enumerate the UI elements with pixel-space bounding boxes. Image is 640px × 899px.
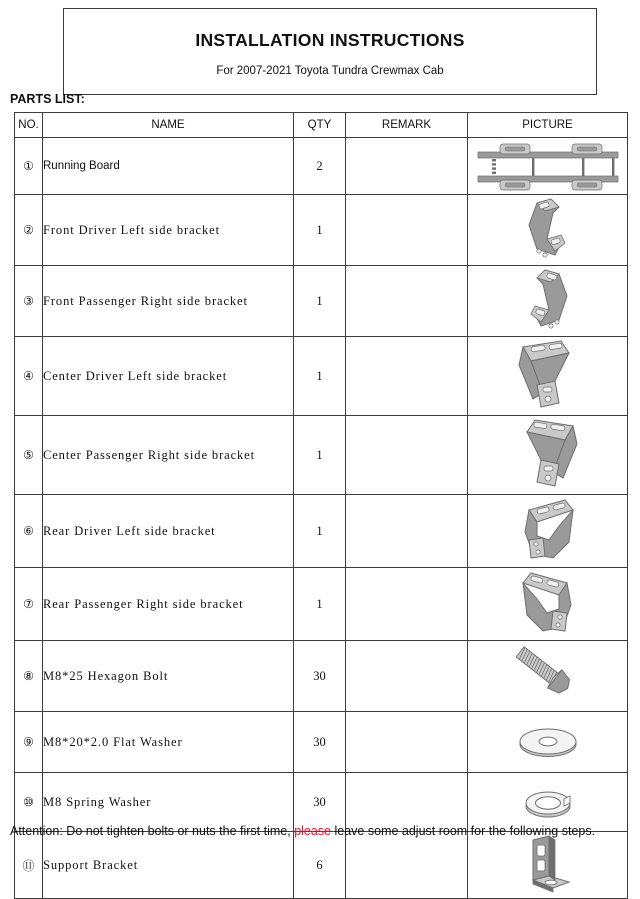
title-box bbox=[63, 8, 597, 95]
part-quantity: 1 bbox=[294, 416, 346, 495]
table-row bbox=[15, 832, 628, 899]
attention-text-post: leave some adjust room for the following steps. bbox=[331, 824, 596, 838]
column-header-qty: QTY bbox=[294, 113, 346, 138]
part-name: Center Passenger Right side bracket bbox=[43, 416, 294, 495]
part-picture-rear-left-bracket bbox=[468, 495, 628, 568]
part-remark bbox=[346, 416, 468, 495]
part-picture-front-right-bracket bbox=[468, 266, 628, 337]
part-quantity: 30 bbox=[294, 712, 346, 773]
part-remark bbox=[346, 832, 468, 899]
part-picture-center-left-bracket bbox=[468, 337, 628, 416]
part-remark bbox=[346, 495, 468, 568]
table-row bbox=[15, 712, 628, 773]
part-name: M8*25 Hexagon Bolt bbox=[43, 641, 294, 712]
part-picture-rear-right-bracket bbox=[468, 568, 628, 641]
row-number: ⑦ bbox=[15, 568, 43, 641]
column-header-picture: PICTURE bbox=[468, 113, 628, 138]
part-remark bbox=[346, 266, 468, 337]
part-picture-support-bracket bbox=[468, 832, 628, 899]
part-remark bbox=[346, 337, 468, 416]
table-row bbox=[15, 416, 628, 495]
attention-note bbox=[10, 822, 630, 840]
table-header-row bbox=[15, 113, 628, 138]
attention-highlight: please bbox=[294, 824, 332, 838]
part-remark bbox=[346, 195, 468, 266]
part-picture-center-right-bracket bbox=[468, 416, 628, 495]
part-quantity: 1 bbox=[294, 495, 346, 568]
part-name: Rear Passenger Right side bracket bbox=[43, 568, 294, 641]
page-subtitle: For 2007-2021 Toyota Tundra Crewmax Cab bbox=[216, 65, 444, 77]
part-remark bbox=[346, 138, 468, 195]
row-number: ① bbox=[15, 138, 43, 195]
part-name: Rear Driver Left side bracket bbox=[43, 495, 294, 568]
part-remark bbox=[346, 712, 468, 773]
part-quantity: 2 bbox=[294, 138, 346, 195]
row-number: ⑥ bbox=[15, 495, 43, 568]
part-remark bbox=[346, 641, 468, 712]
row-number: ⑪ bbox=[15, 832, 43, 899]
part-name: Center Driver Left side bracket bbox=[43, 337, 294, 416]
row-number: ⑩ bbox=[15, 773, 43, 832]
part-name: M8 Spring Washer bbox=[43, 773, 294, 832]
part-name: Support Bracket bbox=[43, 832, 294, 899]
table-row bbox=[15, 495, 628, 568]
part-quantity: 1 bbox=[294, 195, 346, 266]
table-row bbox=[15, 568, 628, 641]
part-name: Front Driver Left side bracket bbox=[43, 195, 294, 266]
part-picture-running-board bbox=[468, 138, 628, 195]
row-number: ⑨ bbox=[15, 712, 43, 773]
part-quantity: 1 bbox=[294, 568, 346, 641]
part-quantity: 6 bbox=[294, 832, 346, 899]
column-header-name: NAME bbox=[43, 113, 294, 138]
row-number: ④ bbox=[15, 337, 43, 416]
part-remark bbox=[346, 568, 468, 641]
parts-list-label: PARTS LIST: bbox=[10, 92, 85, 106]
part-quantity: 1 bbox=[294, 266, 346, 337]
row-number: ③ bbox=[15, 266, 43, 337]
parts-list-table bbox=[14, 112, 628, 899]
part-picture-front-left-bracket bbox=[468, 195, 628, 266]
attention-text-pre: Attention: Do not tighten bolts or nuts the first time, bbox=[10, 824, 295, 838]
row-number: ② bbox=[15, 195, 43, 266]
part-picture-hex-bolt bbox=[468, 641, 628, 712]
part-picture-flat-washer bbox=[468, 712, 628, 773]
part-name: Front Passenger Right side bracket bbox=[43, 266, 294, 337]
table-row bbox=[15, 138, 628, 195]
part-quantity: 30 bbox=[294, 773, 346, 832]
page-title: INSTALLATION INSTRUCTIONS bbox=[195, 30, 465, 50]
table-row bbox=[15, 266, 628, 337]
part-quantity: 1 bbox=[294, 337, 346, 416]
part-name: Running Board bbox=[43, 138, 294, 195]
column-header-no: NO. bbox=[15, 113, 43, 138]
part-name: M8*20*2.0 Flat Washer bbox=[43, 712, 294, 773]
column-header-remark: REMARK bbox=[346, 113, 468, 138]
table-row bbox=[15, 195, 628, 266]
table-row bbox=[15, 641, 628, 712]
row-number: ⑤ bbox=[15, 416, 43, 495]
row-number: ⑧ bbox=[15, 641, 43, 712]
table-row bbox=[15, 337, 628, 416]
part-quantity: 30 bbox=[294, 641, 346, 712]
